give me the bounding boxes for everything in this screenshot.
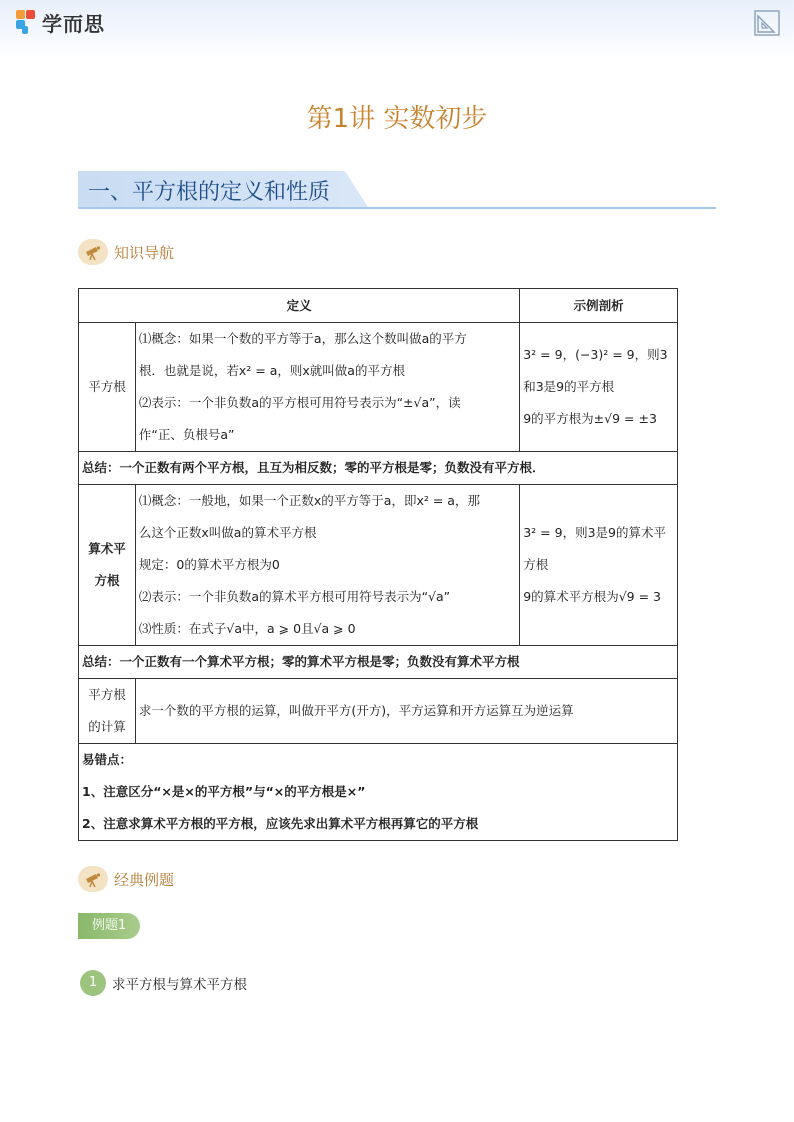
table-row [79,679,678,744]
calc-text: 求一个数的平方根的运算，叫做开平方(开方)，平方运算和开方运算互为逆运算 [135,679,677,744]
question-text: 求平方根与算术平方根 [112,977,247,993]
telescope-icon [78,239,108,265]
knowledge-nav-heading [78,239,174,265]
question-item [80,970,247,996]
table-row [79,323,678,452]
ruler-triangle-icon [754,10,780,36]
summary-square-root: 总结：一个正数有两个平方根，且互为相反数；零的平方根是零；负数没有平方根． [79,452,678,485]
col-definition: 定义 [79,289,520,323]
telescope-icon [78,866,108,892]
knowledge-nav-label: 知识导航 [114,243,175,262]
brand-logo[interactable] [16,8,105,36]
knowledge-table [78,288,678,841]
term-calc: 平方根 的计算 [79,679,136,744]
classic-examples-heading [78,866,174,892]
table-row [79,485,678,646]
square-root-definition: ⑴概念：如果一个数的平方等于a，那么这个数叫做a的平方 根．也就是说，若x² = a，则x就叫做a的平方根 ⑵表示：一个非负数a的平方根可用符号表示为“±√a”，读 作“正、负根号a” [135,323,519,452]
mistakes: 易错点： 1、注意区分“×是×的平方根”与“×的平方根是×” 2、注意求算术平方根的平方根，应该先求出算术平方根再算它的平方根 [79,744,678,841]
col-example: 示例剖析 [520,289,678,323]
table-row [79,646,678,679]
question-number: 1 [80,970,106,996]
summary-arith-root: 总结：一个正数有一个算术平方根；零的算术平方根是零；负数没有算术平方根 [79,646,678,679]
arith-root-definition: ⑴概念：一般地，如果一个正数x的平方等于a，即x² = a，那 么这个正数x叫做a的算术平方根 规定：0的算术平方根为0 ⑵表示：一个非负数a的算术平方根可用符号表示为“√a” ⑶性质：在式子√a中，a ⩾ 0且√a ⩾ 0 [135,485,519,646]
square-root-example: 3² = 9，(−3)² = 9，则3 和3是9的平方根 9的平方根为±√9 = ±3 [520,323,678,452]
logo-icon [16,10,38,34]
classic-examples-label: 经典例题 [114,870,175,889]
example-tag: 例题1 [78,913,140,939]
logo-text: 学而思 [42,11,105,36]
section-heading [78,171,716,211]
section-title: 一、平方根的定义和性质 [88,180,331,205]
term-square-root: 平方根 [79,323,136,452]
arith-root-example: 3² = 9，则3是9的算术平 方根 9的算术平方根为√9 = 3 [520,485,678,646]
table-header-row [79,289,678,323]
header-band [0,0,794,60]
lesson-title: 第1讲 实数初步 [306,104,488,134]
table-row [79,452,678,485]
table-row [79,744,678,841]
term-arith-root: 算术平 方根 [79,485,136,646]
